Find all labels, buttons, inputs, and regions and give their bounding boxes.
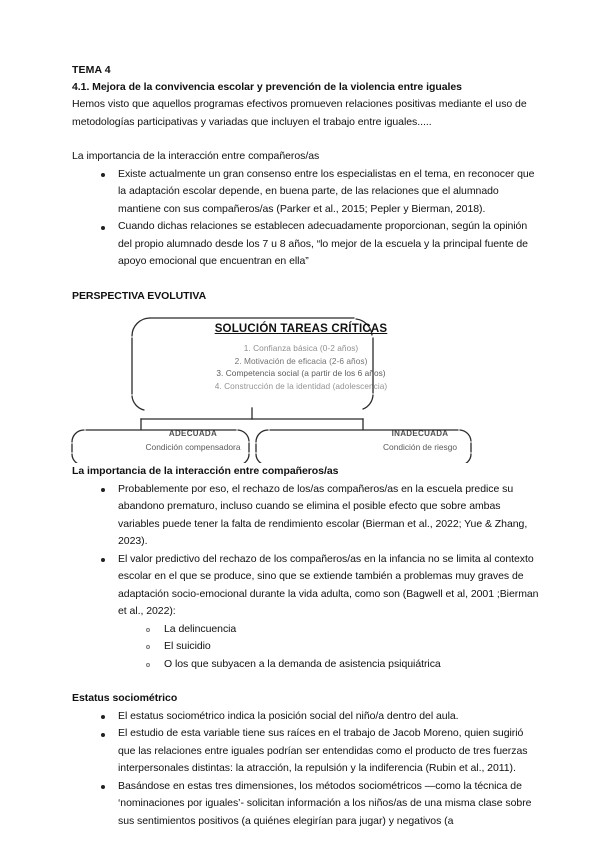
- diagram-top-spacer: [72, 271, 540, 288]
- list-item: Probablemente por eso, el rechazo de los/as compañeros/as en la escuela predice su abandono prematuro, incluso cuando se elimina el posible efecto que sobre ambas variables puede tener la falta de rendimiento escolar (Bierman et al., 2022; Yue & Zhang, 2023).: [98, 481, 540, 551]
- diagram-shapes: [66, 311, 534, 463]
- list-item: El suicidio: [142, 638, 540, 656]
- section-two-bullet-list: [72, 481, 540, 674]
- section-three-heading: Estatus sociométrico: [72, 692, 178, 704]
- page-title: TEMA 4: [72, 64, 111, 76]
- document-subtitle: 4.1. Mejora de la convivencia escolar y prevención de la violencia entre iguales: [72, 81, 462, 93]
- list-item: El estudio de esta variable tiene sus raíces en el trabajo de Jacob Moreno, quien sugirió que las relaciones entre iguales podrían ser entendidas como el producto de tres fuerzas interpersonales distintas: la atracción, la repulsión y la indiferencia (Rubin et al., 2011).: [98, 725, 540, 778]
- diagram-right-box-title: INADECUADA: [391, 429, 449, 438]
- diagram-right-box-subtitle: Condición de riesgo: [382, 442, 458, 452]
- diagram-task-item: 2. Motivación de eficacia (2-6 años): [234, 355, 368, 366]
- connector-lines: [141, 408, 363, 429]
- intro-paragraph: Hemos visto que aquellos programas efectivos promueven relaciones positivas mediante el uso de metodologías participativas y variadas que incluyen el trabajo entre iguales.....: [72, 98, 527, 128]
- list-item: O los que subyacen a la demanda de asistencia psiquiátrica: [142, 656, 540, 674]
- diagram-task-item: 1. Confianza básica (0-2 años): [243, 343, 359, 353]
- right-box-outline: [256, 430, 471, 463]
- diagram-left-box-subtitle: Condición compensadora: [145, 442, 241, 452]
- list-item-text: El valor predictivo del rechazo de los compañeros/as en la infancia no se limita al contexto escolar en el que se produce, sino que se extiende también a problemas muy graves de adaptación socio-emocional durante la vida adulta, como son (Bagwell et al, 2001 ;Bierman et al., 2022):: [118, 552, 539, 617]
- section-three-bullet-list: [72, 708, 540, 831]
- section-two-sub-bullet-list: [118, 621, 540, 674]
- section-three-spacer: [72, 673, 540, 690]
- list-item: Basándose en estas tres dimensiones, los métodos sociométricos —como la técnica de ‘nominaciones por iguales’- solicitan información a los niños/as de una misma clase sobre sus sentimientos positivos (a quiénes elegirían para jugar) y negativos (a: [98, 778, 540, 831]
- list-item: El estatus sociométrico indica la posición social del niño/a dentro del aula.: [98, 708, 540, 726]
- diagram-heading: PERSPECTIVA EVOLUTIVA: [72, 289, 207, 302]
- lead-line: La importancia de la interacción entre compañeros/as: [72, 150, 320, 162]
- left-box-outline: [72, 430, 249, 463]
- list-item: La delincuencia: [142, 621, 540, 639]
- list-item: Existe actualmente un gran consenso entre los especialistas en el tema, en reconocer que la adaptación escolar depende, en buena parte, de las relaciones que el alumnado mantiene con sus compañeros/as (Parker et al., 2015; Pepler y Bierman, 2018).: [98, 166, 540, 219]
- diagram-task-item: 3. Competencia social (a partir de los 6 años): [216, 368, 386, 379]
- diagram-main-title: SOLUCIÓN TAREAS CRÍTICAS: [214, 323, 388, 335]
- diagram-left-box-title: ADECUADA: [168, 429, 218, 438]
- perspectiva-evolutiva-diagram: [66, 311, 534, 463]
- main-box-outline: [132, 318, 373, 410]
- paragraph-spacer: [72, 131, 540, 148]
- list-item: [98, 551, 540, 674]
- diagram-task-item: 4. Construcción de la identidad (adolescencia): [214, 380, 388, 391]
- list-item: Cuando dichas relaciones se establecen adecuadamente proporcionan, según la opinión del propio alumnado desde los 7 u 8 años, “lo mejor de la escuela y la principal fuente de apoyo emocional que encuentran en ella”: [98, 218, 540, 271]
- section-one-bullet-list: [72, 166, 540, 271]
- section-two-heading: La importancia de la interacción entre compañeros/as: [72, 465, 339, 477]
